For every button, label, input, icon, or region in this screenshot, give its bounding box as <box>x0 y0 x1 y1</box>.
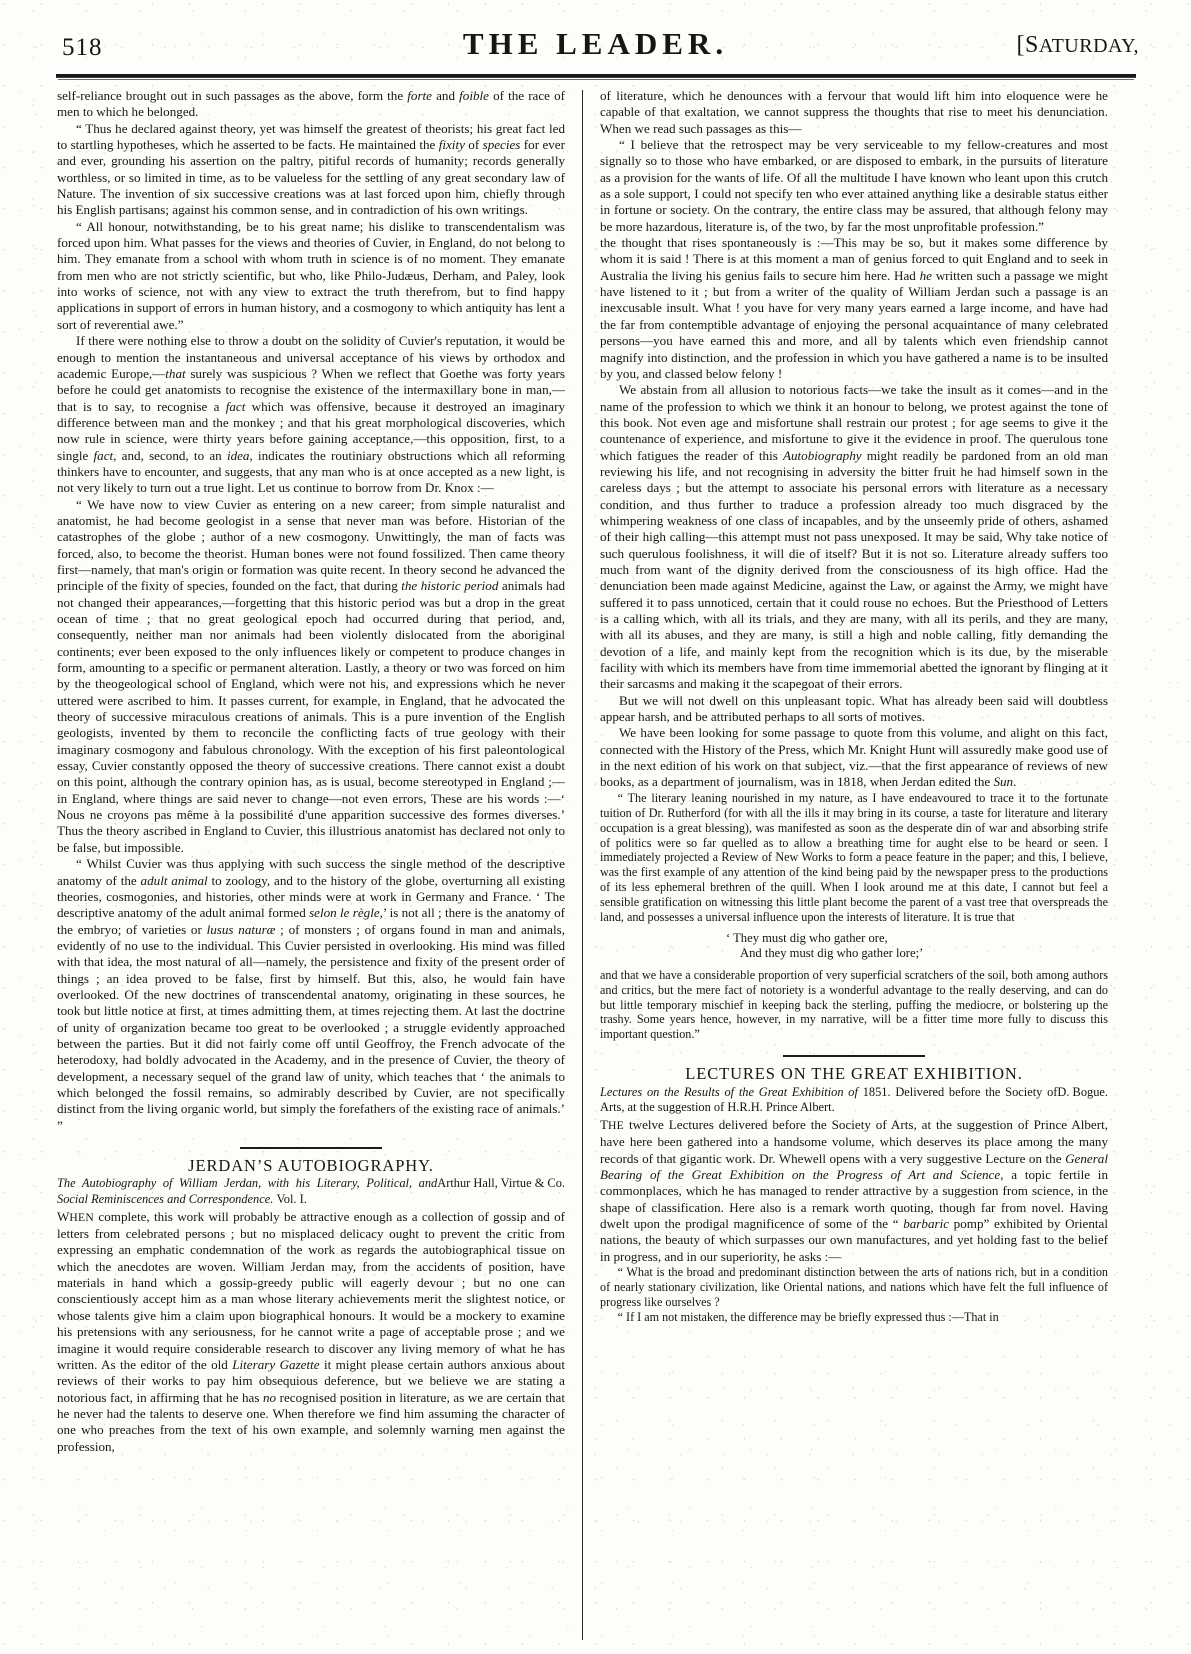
paragraph: of literature, which he denounces with a fervour that would lift him into eloquence were he capable of that exaltation, we cannot suppress the thoughts that rise to meet his denunciation. When we read such passages as this— <box>600 88 1108 136</box>
citation-title: The Autobiography of William Jerdan, with his Literary, Political, and Social Reminiscences and Correspondence. <box>57 1176 438 1206</box>
issue-day-bracket: [S <box>1016 32 1039 58</box>
section-divider-rule <box>240 1147 382 1149</box>
small-caps-lead: HE <box>608 1119 625 1133</box>
paragraph: “ All honour, notwithstanding, be to his great name; his dislike to transcendentalism was forced upon him. What passes for the views and theories of Cuvier, in England, do not belong to him. They emanate from a school with whom truth in science is of no moment. They emanate from men who are not strictly scientific, but who, like Philo-Judæus, Derham, and Paley, look into works of science, not with any view to extract the truth therefrom, but to find happy applications in support of errors in human history, and a cosmogony to which antiquity has lent a sort of reverential awe.” <box>57 218 565 332</box>
citation-title: Lectures on the Results of the Great Exhibition of <box>600 1084 858 1099</box>
drop-initial: T <box>600 1117 608 1133</box>
citation-volume: Vol. I. <box>276 1191 307 1206</box>
section-heading-jerdan: JERDAN’S AUTOBIOGRAPHY. <box>188 1156 434 1175</box>
section-divider-rule <box>783 1055 925 1057</box>
book-citation <box>57 1176 565 1206</box>
paragraph-body: twelve Lectures delivered before the Society of Arts, at the suggestion of Prince Albert, have here been gathered into a handsome volume, which deserves its place among the many records of that gigantic work. Dr. Whewell opens with a very suggestive Lecture on the General Bearing of the Great Exhibition on the Progress of Art and Science, a topic fertile in commonplaces, which he has managed to render attractive by a suggestion from science, in the shape of classification. Here also is a remark worth quoting, though far from novel. Having dwelt upon the prodigal magnificence of some of the “ barbaric pomp” exhibited by Oriental nations, the beauty of which surpasses our own manufactures, and yet holding fast to the belief in progress, and in our superiority, he asks :— <box>600 1117 1108 1264</box>
right-column <box>600 88 1108 1325</box>
verse-quotation <box>600 931 1108 962</box>
masthead <box>0 26 1191 78</box>
paragraph-quotation: and that we have a considerable proportion of very superficial scratchers of the soil, both among authors and critics, but the mere fact of notoriety is a wonderful advantage to the really deserving, and can do but little temporary mischief in keeping back the sterling, puffing the mediocre, or bolstering up the trashy. Some years hence, however, in my narrative, will be a fitter time more fully to discuss this important question.” <box>600 967 1108 1042</box>
issue-day-label <box>1017 32 1140 59</box>
paragraph: “ Thus he declared against theory, yet was himself the greatest of theorists; his great fact led to startling hypotheses, which he asserted to be facts. He maintained the fixity of species for ever and ever, grounding his assertion on the paltry, pitiful records of humanity; records generally worthless, or so limited in time, as to be valueless for the settling of any great secondary law of Nature. The invention of six successive creations was at last forced upon him, chiefly through his English partisans; against his common sense, and in contradiction of his own writings. <box>57 120 565 218</box>
issue-day-text: ATURDAY, <box>1038 35 1139 57</box>
paragraph: “ I believe that the retrospect may be very serviceable to my fellow-creatures and most signally so to those who have embarked, or are disposed to embark, in the pursuits of literature as a provision for the wants of life. Of all the multitude I have known who leant upon this crutch as a sole support, I could not specify ten who ever attained anything like a desirable status either in fortune or society. On the contrary, the entire class may be assured, that although felony may be more hazardous, literature is, of the two, by far the most unprofitable profession.” <box>600 137 1108 234</box>
book-citation <box>600 1085 1108 1115</box>
drop-initial: W <box>57 1208 70 1224</box>
paragraph: We have been looking for some passage to quote from this volume, and alight on this fact, connected with the History of the Press, which Mr. Knight Hunt will assuredly make good use of in the next edition of his work on that subject, viz.—that the first appearance of reviews of new books, as a department of journalism, was in 1818, when Jerdan edited the Sun. <box>600 725 1108 790</box>
paragraph: the thought that rises spontaneously is :—This may be so, but it makes some difference by whom it is said ! There is at this moment a man of genius forced to quit England and to seek in Australia the living his genius fails to secure him here. Had he written such a passage we might have listened to it ; but from a writer of the quality of William Jerdan such a passage is an inexcusable insult. What ! you have for very many years earned a large income, and have had the far from contemptible advantage of enjoying the personal acquaintance of many celebrated persons—you have earned this and more, and all by talents which even friendship cannot magnify into distinction, and the profession in which you have gathered a name is to be insulted by you, and classed below felony ! <box>600 235 1108 381</box>
citation-year: 1851. <box>862 1084 891 1099</box>
paragraph-quotation: “ What is the broad and predominant distinction between the arts of nations rich, but in a condition of nearly stationary civilization, like Oriental nations, and nations which have felt the full influence of progress like ourselves ? <box>600 1265 1108 1309</box>
paragraph-body: complete, this work will probably be attractive enough as a collection of gossip and of letters from celebrated persons ; but no misplaced delicacy ought to prevent the critic from expressing an emphatic condemnation of the work as regards the autobiographical tissue on which the anecdotes are woven. William Jerdan may, from the accidents of position, have materials in hand which a gossip-greedy public will eagerly devour ; but no one can conscientiously accept him as a man whose literary achievements merit the slightest notice, or whose talents give him a claim upon biographical honours. It would be a mockery to examine his pretensions with any seriousness, for he cannot write a page of acceptable prose ; and we imagine it would require considerable research to discover any living memory of what he has written. As the editor of the old Literary Gazette it might please certain authors anxious about reviews of their works to pay him obsequious deference, but we believe we are stating a notorious fact, in affirming that he has no recognised position in literature, as we are certain that he never had the talents to deserve one. When therefore we find him assuming the character of one who preaches from the text of his own example, and solemnly warning men against the profession, <box>57 1208 565 1454</box>
paragraph: We abstain from all allusion to notorious facts—we take the insult as it comes—and in the name of the profession to which we think it an honour to belong, we protest against the tone of this book. Not even age and misfortune shall restrain our protest ; for age seems to give it the countenance of experience, and misfortune to give it the evidence in proof. The querulous tone which fatigues the reader of this Autobiography might readily be pardoned from an old man reviewing his life, and not recognising in adversity the bitter fruit he had himself sown in the careless days ; but the attempt to associate his personal errors with literature as a necessary condition, and thus further to traduce a profession already too much disgraced by the whimpering weakness of one class of incapables, and by the unseemly pride of others, ashamed of their high calling—this attempt must not pass unexposed. It may be said, Why take notice of such querulous foolishness, it will die of itself? But it is not so. Literature already suffers too much from want of the dignity derived from the consciousness of its high office. Had the denunciation been made against Medicine, against the Law, or against the Army, we might have suffered it to pass unnoticed, certain that it could rouse no echoes. But the Priesthood of Letters is a calling which, with all its trials, and they are many, with all its perils, and they are many, with all its abuses, and they are many, is still a high and noble calling, fitly demanding the devotion of a life, and mainly kept from the recognition which is its due, by the miserable facility with which its members have from time immemorial abetted the ignorant by flinging at it their sarcasms and making it the scapegoat of their errors. <box>600 382 1108 692</box>
paragraph: self-reliance brought out in such passages as the above, form the forte and foible of the race of men to which he belonged. <box>57 88 566 120</box>
paragraph-lead-jerdan <box>57 1209 565 1455</box>
publisher-name: Arthur Hall, Virtue & Co. <box>437 1176 565 1191</box>
citation-detail: Delivered before the Society of Arts, at the suggestion of H.R.H. Prince Albert. <box>600 1084 1058 1114</box>
newspaper-title: THE LEADER. <box>462 26 729 61</box>
paragraph: “ We have now to view Cuvier as entering on a new career; from simple naturalist and anatomist, he had become geologist in a sense that never man was before. Historian of the catastrophes of the globe ; author of a new cosmogony. Unwittingly, the man of facts was forced, also, to become the theorist. Human bones were not found fossilized. Then came theory first—namely, that man's origin or formation was quite recent. In theory second he advanced the principle of the fixity of species, founded on the fact, that during the historic period animals had not changed their appearances,—forgetting that this historic period was but a drop in the great ocean of time ; that no great geological epoch had occurred during that period, and, consequently, neither man nor animals had been violently dislocated from the aboriginal continents; ever been exposed to the only influences likely or competent to produce changes in form, amounting to a specific or permanent alteration. Lastly, a theory or two was forced on him by the theogeological school of England, which were not his, and expressions which he never uttered were ascribed to him. It passes current, for example, in England, that he advocated the theory of successive miraculous creations of animals. This is a pure invention of the English geologists, invented by them to reconcile the conflicting facts of true geology with their imaginary cosmogony and fabulous chronology. With the exception of his first paleontological essay, Cuvier constantly opposed the theory of successive creations. There cannot exist a doubt on this point, although the contrary opinion has, as is usual, become stereotyped in England ;—in England, where things are said never to change—not even errors, These are his words :—‘ Nous ne croyons pas même à la possibilité d'une apparition successive des formes diverses.’ Thus the theory ascribed in England to Cuvier, this illustrious anatomist has declared not only to be false, but impossible. <box>57 496 565 855</box>
section-heading-lectures: LECTURES ON THE GREAT EXHIBITION. <box>685 1064 1023 1084</box>
paragraph-quotation: “ The literary leaning nourished in my nature, as I have endeavoured to trace it to the fortunate tuition of Dr. Rutherford (for with all the ills it may bring in its course, a taste for literature and literary occupation is a great blessing), was manifested as soon as the desperate din of war and absorbing strife of politics were so far quelled as to allow a breathing time for aught else to be heard or seen. I immediately projected a Review of New Works to form a peace feature in the paper; and this, I believe, was the first example of any attention of the kind being paid by the newspaper press to the productions of its less ephemeral brethren of the quill. When I look around me at this date, I cannot but feel a sensible gratification on witnessing this little plant become the parent of a vast tree that overspreads the land, and possesses a universal influence upon the interests of literature. It is true that <box>600 790 1108 925</box>
small-caps-lead: HEN <box>69 1210 95 1224</box>
masthead-rule-secondary <box>58 79 1134 80</box>
verse-line-2: And they must dig who gather lore;’ <box>740 946 924 961</box>
masthead-rule <box>56 74 1136 78</box>
paragraph-quotation: “ If I am not mistaken, the difference may be briefly expressed thus :—That in <box>617 1309 999 1324</box>
paragraph: “ Whilst Cuvier was thus applying with such success the single method of the descriptive anatomy of the adult animal to zoology, and to the history of the globe, overturning all existing theories, cosmogonies, and histories, other minds were at work in Germany and France. ‘ The descriptive anatomy of the adult animal formed selon le règle,’ is not all ; there is the anatomy of the embryo; of varieties or lusus naturæ ; of monsters ; of organs found in man and animals, evidently of no use to the individual. This Cuvier persisted in overlooking. His mind was filled with that idea, the most natural of all—namely, the persistence and fixity of the present order of things ; an idea proved to be false, first by himself. But this, also, he would fain have overlooked. Of the new doctrines of transcendental anatomy, originating in these sources, he took but little notice at first, at times admitting them, at times rejecting them. At last the doctrine of unity of organization became too great to be overlooked ; a struggle evidently approached between the parties. But it did not fairly come off until Geoffroy, the French advocate of the heterodoxy, had boldly advocated in the Academy, and in the presence of Cuvier, the theory of development, a necessary sequel of the grand law of unity, which teaches that ‘ the animals to which belonged the fossil remains, so admirably described by Cuvier, are not specifically distinct from the living organic world, but simply the forefathers of the existing race of animals.’ ” <box>57 856 566 1133</box>
paragraph-lead-lectures <box>600 1117 1108 1265</box>
left-column <box>57 88 565 1455</box>
column-area <box>0 88 1191 1648</box>
column-divider-rule <box>582 90 583 1640</box>
paragraph: If there were nothing else to throw a doubt on the solidity of Cuvier's reputation, it would be enough to mention the instantaneous and universal acceptance of his views by orthodox and academic Europe,—that surely was suspicious ? When we reflect that Goethe was forty years before he could get anatomists to recognise the existence of the intermaxillary bone in man,—that is to say, to recognise a fact which was offensive, because it destroyed an imaginary difference between man and the monkey ; and that his great morphological discoveries, which now rule in science, were thirty years before gaining acceptance,—this opposition, first, to a single fact, and, second, to an idea, indicates the routiniary obstructions which all reforming thinkers have to encounter, and suggests, that any man who is at once accepted as a new light, is not very likely to turn out a true light. Let us continue to borrow from Dr. Knox :— <box>57 333 565 496</box>
page-folio-number: 518 <box>62 34 103 61</box>
verse-line-1: ‘ They must dig who gather ore, <box>726 930 888 945</box>
paragraph: But we will not dwell on this unpleasant topic. What has already been said will doubtless appear harsh, and be attributed perhaps to all sorts of motives. <box>600 692 1108 725</box>
publisher-name: D. Bogue. <box>1057 1084 1108 1099</box>
